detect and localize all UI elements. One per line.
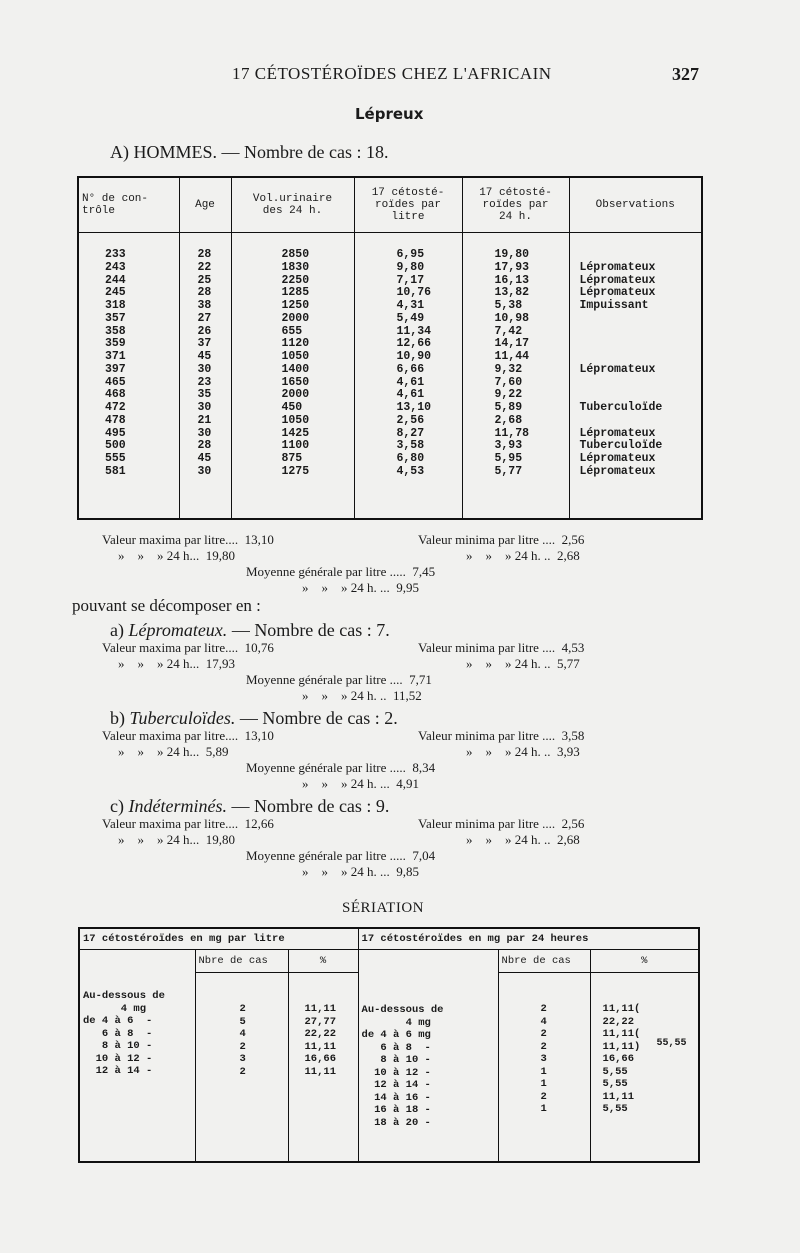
running-header: 17 CÉTOSTÉROÏDES CHEZ L'AFRICAIN [232,64,552,83]
header-line: trôle [82,205,116,217]
cell-per-litre: 4,61 [396,388,425,402]
group-b-count: — Nombre de cas : 2. [239,708,398,728]
right-range: 6 à 8 - [361,1041,431,1054]
cell-volume: 1050 [281,413,310,427]
header-line: des 24 h. [262,205,323,217]
column-control-numbers [78,233,179,520]
left-range: de 4 à 6 - [83,1015,153,1027]
header-line: Age [195,199,215,211]
section-title: Lépreux [355,105,424,123]
seriation-left-caption: 17 cétostéroïdes en mg par litre [79,928,358,950]
cell-age: 45 [197,452,212,465]
cell-age: 30 [197,401,212,414]
cell-age: 35 [197,388,212,402]
right-range: Au-dessous de [361,1004,444,1016]
group-b-mean-24h: » » » 24 h. ... 4,91 [302,776,419,791]
cell-observation: Lépromateux [579,464,656,478]
min-24h: » » » 24 h. .. 2,68 [466,548,580,563]
cell-volume: 1830 [281,260,310,274]
left-range: 4 mg [83,1002,147,1015]
left-ranges [79,950,195,1163]
left-count: 2 [239,1040,246,1053]
group-c-label: c) [110,796,124,816]
table-header-row [78,177,702,233]
right-range: 16 à 18 - [361,1104,431,1116]
cell-per-litre: 5,49 [396,311,425,325]
right-nbre-header: Nbre de cas [498,950,590,973]
group-c-heading [110,796,389,817]
right-range: 12 à 14 - [361,1079,431,1091]
cell-volume: 450 [281,401,303,414]
cell-control-number: 244 [105,273,126,287]
group-c-max-24h: » » » 24 h... 19,80 [118,832,235,847]
column-per-24h [462,233,569,520]
right-range: 4 mg [361,1016,431,1029]
cell-per-litre: 7,17 [396,273,425,287]
cell-volume: 2000 [281,311,310,325]
right-percent: 22,22 [602,1015,635,1028]
group-c-max-litre: Valeur maxima par litre.... 12,66 [102,816,274,831]
right-percent: 11,11) [602,1040,641,1053]
cell-per-24h: 3,93 [494,439,523,453]
cell-per-litre: 6,80 [396,452,425,465]
right-count: 1 [540,1065,547,1078]
cell-volume: 1650 [281,375,310,389]
group-a-max-24h: » » » 24 h... 17,93 [118,656,235,671]
cell-age: 23 [197,375,212,389]
left-percent: 11,11 [304,1065,337,1078]
cell-control-number: 243 [105,260,126,274]
table-body [78,233,702,520]
right-range: 10 à 12 - [361,1066,431,1079]
cell-per-litre: 10,76 [396,286,432,300]
header-urinary-volume [231,177,354,233]
cell-per-24h: 5,77 [494,464,523,478]
cell-control-number: 397 [105,362,126,376]
cell-volume: 875 [281,452,303,465]
right-count: 3 [540,1053,547,1065]
right-range: 14 à 16 - [361,1091,431,1104]
left-range: 10 à 12 - [83,1052,153,1065]
min-litre: Valeur minima par litre .... 2,56 [418,532,585,547]
cell-age: 30 [197,426,212,440]
right-percent: 11,11 [602,1090,635,1103]
cell-control-number: 478 [105,413,126,427]
cell-volume: 1400 [281,362,310,376]
max-24h: » » » 24 h... 19,80 [118,548,235,563]
left-range: 6 à 8 - [83,1027,153,1040]
cell-control-number: 495 [105,426,126,440]
right-percent: 5,55 [602,1065,628,1078]
left-percent: 11,11 [304,1003,337,1015]
cell-observation [580,415,701,428]
seriation-table [78,927,700,1163]
cell-observation: Tuberculoïde [579,401,663,414]
group-a-mean-litre: Moyenne générale par litre .... 7,71 [246,672,432,687]
column-per-litre [354,233,462,520]
cell-observation: Lépromateux [579,260,656,274]
cell-control-number: 465 [105,375,126,389]
mean-24h: » » » 24 h. ... 9,95 [302,580,419,595]
decomposition-text: pouvant se décomposer en : [72,596,261,615]
cell-observation [580,326,701,339]
cell-volume: 1275 [281,464,310,478]
cell-observation: Lépromateux [579,452,656,465]
cell-age: 37 [197,337,212,351]
group-b-heading [110,708,398,729]
cell-observation [580,338,701,351]
bracket-total: 55,55 [656,1038,687,1049]
header-line: 24 h. [498,211,532,223]
group-c-min-24h: » » » 24 h. .. 2,68 [466,832,580,847]
cell-age: 30 [197,362,212,376]
cell-age: 45 [197,350,212,363]
group-heading: A) HOMMES. — Nombre de cas : 18. [110,142,389,162]
cell-control-number: 371 [105,350,126,363]
cell-control-number: 245 [105,286,126,300]
group-b-min-litre: Valeur minima par litre .... 3,58 [418,728,585,743]
cell-per-24h: 7,42 [494,324,523,338]
cell-control-number: 318 [105,299,126,312]
right-percent: 5,55 [602,1078,628,1090]
group-b-max-24h: » » » 24 h... 5,89 [118,744,229,759]
cell-age: 38 [197,299,212,312]
header-line: litre [391,211,425,223]
cell-volume: 2850 [281,248,310,261]
cell-observation [580,351,701,364]
cell-age: 21 [197,413,212,427]
header-line: N° de con- [82,193,149,205]
cell-per-24h: 5,89 [494,401,523,414]
left-count: 5 [239,1015,246,1028]
right-percent: 11,11( [602,1003,641,1015]
header-line: Vol.urinaire [252,193,333,205]
right-ranges [358,950,498,1163]
cell-volume: 655 [281,324,303,338]
left-counts [195,973,288,1163]
cell-per-litre: 6,66 [396,362,425,376]
cell-per-24h: 10,98 [494,311,530,325]
cell-control-number: 500 [105,439,126,453]
patients-table [77,176,703,520]
cell-age: 28 [197,248,212,261]
right-counts [498,973,590,1163]
right-count: 2 [540,1040,547,1053]
left-count: 2 [239,1065,246,1078]
cell-observation: Lépromateux [579,286,656,300]
right-count: 1 [540,1078,547,1090]
cell-per-24h: 19,80 [494,248,530,261]
group-c-mean-litre: Moyenne générale par litre ..... 7,04 [246,848,436,863]
cell-control-number: 233 [105,248,126,261]
group-c-name: Indéterminés. [128,796,227,816]
group-a-min-24h: » » » 24 h. .. 5,77 [466,656,580,671]
header-age [179,177,231,233]
cell-age: 26 [197,324,212,338]
cell-per-24h: 5,95 [494,452,523,465]
left-percent: 22,22 [304,1028,337,1040]
cell-per-24h: 11,44 [494,350,530,363]
cell-volume: 1425 [281,426,310,440]
right-percent: 5,55 [602,1103,628,1115]
left-percent: 11,11 [304,1040,337,1053]
cell-volume: 1250 [281,299,310,312]
right-count: 2 [540,1028,547,1040]
cell-per-24h: 2,68 [494,413,523,427]
header-line: roïdes par [374,199,441,211]
cell-observation: Tuberculoïde [579,439,663,453]
cell-volume: 1120 [281,337,310,351]
header-observations [569,177,702,233]
right-count: 2 [540,1090,547,1103]
group-a-name: Lépromateux. [128,620,228,640]
right-range: 8 à 10 - [361,1054,431,1066]
cell-age: 28 [197,439,212,453]
left-percent: 16,66 [304,1053,337,1065]
cell-per-litre: 2,56 [396,413,425,427]
cell-observation: Lépromateux [579,362,656,376]
group-b-min-24h: » » » 24 h. .. 3,93 [466,744,580,759]
column-ages [179,233,231,520]
group-b-max-litre: Valeur maxima par litre.... 13,10 [102,728,274,743]
cell-volume: 1100 [281,439,310,453]
left-nbre-header: Nbre de cas [195,950,288,973]
column-volumes [231,233,354,520]
header-line: 17 cétosté- [479,187,552,199]
header-line: Observations [595,199,675,211]
right-percent: 16,66 [602,1053,635,1065]
group-c-count: — Nombre de cas : 9. [231,796,390,816]
left-count: 4 [239,1028,246,1040]
cell-per-litre: 12,66 [396,337,432,351]
page-number: 327 [672,64,699,84]
cell-per-litre: 9,80 [396,260,425,274]
header-ketosteroids-per-litre [354,177,462,233]
group-a-count: — Nombre de cas : 7. [231,620,390,640]
header-line: roïdes par [482,199,549,211]
cell-per-24h: 11,78 [494,426,530,440]
column-observations [569,233,702,520]
group-a-heading [110,620,390,641]
group-c-min-litre: Valeur minima par litre .... 2,56 [418,816,585,831]
header-control-number [78,177,179,233]
cell-volume: 1050 [281,350,310,363]
header-ketosteroids-per-24h [462,177,569,233]
cell-per-litre: 13,10 [396,401,432,414]
cell-per-24h: 14,17 [494,337,530,351]
cell-age: 28 [197,286,212,300]
left-pct-header: % [288,950,358,973]
cell-age: 27 [197,311,212,325]
cell-per-litre: 6,95 [396,248,425,261]
seriation-right-caption: 17 cétostéroïdes en mg par 24 heures [358,928,699,950]
cell-volume: 2250 [281,273,310,287]
cell-age: 30 [197,464,212,478]
cell-control-number: 555 [105,452,126,465]
cell-observation: Impuissant [579,299,649,312]
cell-control-number: 358 [105,324,126,338]
right-count: 1 [540,1103,547,1115]
left-range: 8 à 10 - [83,1040,153,1052]
cell-per-litre: 3,58 [396,439,425,453]
cell-observation [580,249,701,262]
cell-per-24h: 9,32 [494,362,523,376]
cell-control-number: 359 [105,337,126,351]
cell-control-number: 468 [105,388,126,402]
header-line: 17 cétosté- [371,187,445,199]
right-count: 2 [540,1003,547,1015]
left-count: 3 [239,1053,246,1065]
right-percent: 11,11( [602,1028,641,1040]
group-a-min-litre: Valeur minima par litre .... 4,53 [418,640,585,655]
cell-age: 25 [197,273,212,287]
cell-volume: 2000 [281,388,310,402]
right-percents [590,973,699,1163]
group-a-label: a) [110,620,124,640]
cell-control-number: 581 [105,464,126,478]
seriation-title: SÉRIATION [342,900,424,916]
mean-litre: Moyenne générale par litre ..... 7,45 [246,564,436,579]
left-percents [288,973,358,1163]
cell-age: 22 [197,260,212,274]
cell-per-24h: 5,38 [494,299,523,312]
cell-per-24h: 7,60 [494,375,523,389]
cell-control-number: 357 [105,311,126,325]
group-a-mean-24h: » » » 24 h. .. 11,52 [302,688,422,703]
cell-observation [580,377,701,390]
cell-per-litre: 8,27 [396,426,425,440]
right-count: 4 [540,1015,547,1028]
group-a-max-litre: Valeur maxima par litre.... 10,76 [102,640,274,655]
cell-control-number: 472 [105,401,126,414]
cell-observation [580,313,701,326]
cell-observation: Lépromateux [579,273,656,287]
right-range: de 4 à 6 mg [361,1029,431,1041]
group-b-mean-litre: Moyenne générale par litre ..... 8,34 [246,760,436,775]
left-range: 12 à 14 - [83,1065,153,1077]
left-count: 2 [239,1003,246,1015]
right-pct-header: % [590,950,699,973]
cell-per-litre: 10,90 [396,350,432,363]
max-litre: Valeur maxima par litre.... 13,10 [102,532,274,547]
group-b-name: Tuberculoïdes. [129,708,236,728]
cell-per-litre: 4,61 [396,375,425,389]
cell-volume: 1285 [281,286,310,300]
right-range: 18 à 20 - [361,1116,431,1129]
group-b-label: b) [110,708,125,728]
left-range: Au-dessous de [83,990,165,1002]
cell-per-litre: 4,31 [396,299,425,312]
left-percent: 27,77 [304,1015,337,1028]
group-c-mean-24h: » » » 24 h. ... 9,85 [302,864,419,879]
cell-per-24h: 17,93 [494,260,530,274]
cell-per-24h: 13,82 [494,286,530,300]
cell-per-24h: 9,22 [494,388,523,402]
cell-per-litre: 4,53 [396,464,425,478]
cell-per-litre: 11,34 [396,324,432,338]
cell-observation: Lépromateux [579,426,656,440]
cell-per-24h: 16,13 [494,273,530,287]
